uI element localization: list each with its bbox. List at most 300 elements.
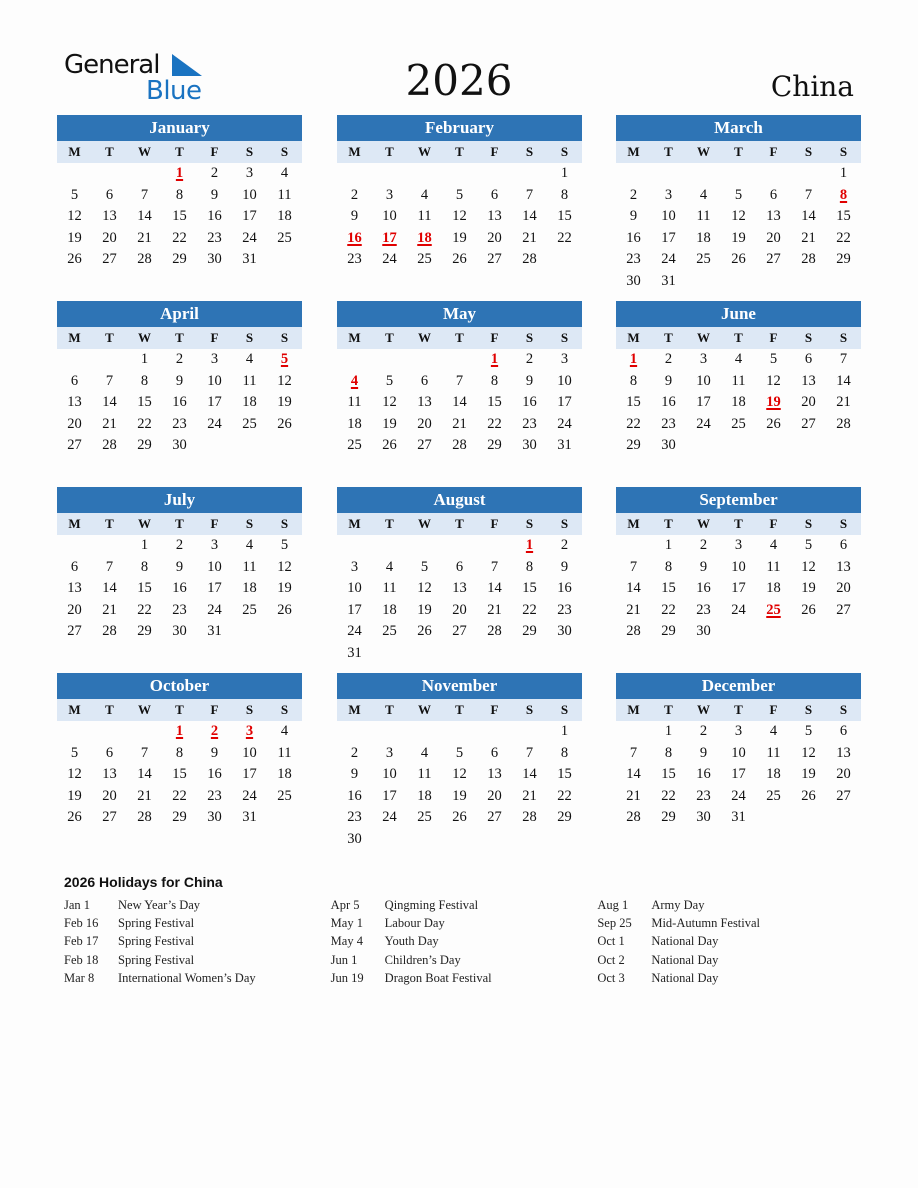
day-cell: 14 [137,208,152,225]
day-cell: 3 [734,723,743,739]
weekday-label: F [490,516,499,531]
day-cell: 20 [801,394,816,411]
day-cell: 11 [696,208,711,225]
day-cell: 15 [557,766,572,783]
day-cell: 30 [626,272,641,289]
weekday-label: S [245,330,254,345]
day-cell: 22 [172,229,187,246]
holiday-row [64,896,331,914]
day-cell: 14 [626,580,641,597]
day-cell: 3 [210,537,219,553]
day-cell: 22 [661,787,676,804]
day-cell: 27 [766,251,781,268]
day-cell: 25 [347,437,362,454]
weekday-label: M [348,702,361,717]
weekday-label: F [769,144,778,159]
day-cell: 14 [801,208,816,225]
day-cell: 21 [102,415,117,432]
empty-cell [92,349,127,371]
day-cell: 31 [207,623,222,640]
holiday-row [331,914,598,932]
weekday-header [616,513,861,535]
holiday-column [331,896,598,987]
day-cell: 28 [522,251,537,268]
day-cell: 4 [769,723,778,739]
day-cell: 22 [661,601,676,618]
day-cell: 12 [382,394,397,411]
day-cell: 21 [522,787,537,804]
empty-cell [721,163,756,185]
day-cell: 26 [801,787,816,804]
month-november [337,673,582,851]
empty-cell [372,721,407,743]
holiday-date: Feb 17 [64,934,99,949]
weekday-label: W [697,144,710,159]
weekday-label: T [734,330,743,345]
day-cell: 26 [417,623,432,640]
day-cell: 25 [766,787,781,804]
holiday-name: Qingming Festival [384,898,479,912]
weekday-label: T [734,144,743,159]
day-cell: 12 [277,372,292,389]
day-cell: 31 [242,251,257,268]
day-cell: 3 [664,186,673,203]
day-grid [616,721,861,829]
day-cell: 28 [522,809,537,826]
day-grid [337,349,582,457]
holiday-day-cell: 19 [766,394,781,411]
day-cell: 12 [801,558,816,575]
month-july [57,487,302,643]
weekday-label: T [105,516,114,531]
day-cell: 24 [557,415,572,432]
holiday-day-cell: 1 [175,723,184,739]
month-may [337,301,582,457]
day-cell: 8 [525,558,534,575]
day-cell: 15 [836,208,851,225]
day-cell: 3 [385,744,394,761]
day-cell: 16 [207,766,222,783]
day-cell: 8 [140,372,149,389]
day-cell: 21 [626,601,641,618]
day-cell: 20 [836,580,851,597]
weekday-label: T [175,702,184,717]
holiday-date: Jun 19 [330,970,364,985]
day-cell: 1 [664,537,673,553]
weekday-label: F [769,330,778,345]
day-cell: 11 [417,208,432,225]
day-cell: 29 [836,251,851,268]
weekday-label: S [560,516,569,531]
weekday-label: S [280,330,289,345]
day-cell: 27 [102,809,117,826]
empty-cell [57,349,92,371]
weekday-label: T [385,144,394,159]
weekday-label: T [734,702,743,717]
day-cell: 22 [487,415,502,432]
day-cell: 23 [207,787,222,804]
holiday-row [597,914,864,932]
day-cell: 11 [382,580,397,597]
weekday-label: S [839,516,848,531]
day-grid [616,163,861,293]
day-cell: 8 [560,744,569,761]
day-cell: 13 [487,208,502,225]
day-cell: 20 [452,601,467,618]
empty-cell [337,535,372,557]
day-cell: 16 [696,580,711,597]
day-cell: 7 [629,744,638,761]
day-cell: 25 [417,809,432,826]
month-title: September [616,487,861,513]
empty-cell [616,721,651,743]
empty-cell [92,535,127,557]
weekday-label: F [490,330,499,345]
holiday-day-cell: 1 [525,537,534,553]
day-cell: 26 [67,251,82,268]
weekday-label: T [385,702,394,717]
day-cell: 5 [455,744,464,761]
weekday-label: W [138,516,151,531]
day-cell: 29 [137,623,152,640]
logo-general-text: General [64,50,160,80]
day-cell: 29 [172,809,187,826]
weekday-label: M [627,702,640,717]
holiday-name: New Year’s Day [118,898,201,912]
holiday-name: Spring Festival [118,952,195,967]
day-cell: 7 [629,558,638,575]
day-cell: 28 [137,251,152,268]
day-cell: 11 [242,372,257,389]
weekday-label: S [560,144,569,159]
day-cell: 13 [67,580,82,597]
day-cell: 25 [382,623,397,640]
day-cell: 4 [280,165,289,181]
calendar-year: 2026 [405,56,513,105]
day-cell: 17 [661,229,676,246]
day-cell: 10 [207,372,222,389]
day-cell: 14 [102,394,117,411]
day-cell: 27 [417,437,432,454]
weekday-label: F [490,144,499,159]
day-cell: 2 [525,351,534,367]
holiday-row [331,951,598,969]
day-cell: 13 [487,766,502,783]
day-cell: 8 [664,744,673,761]
day-cell: 20 [67,601,82,618]
day-cell: 23 [522,415,537,432]
day-cell: 1 [664,723,673,739]
day-cell: 22 [522,601,537,618]
day-grid [57,535,302,643]
day-cell: 17 [696,394,711,411]
day-cell: 9 [175,372,184,389]
logo-blue-text: Blue [146,76,202,106]
holiday-date: Jun 1 [330,952,358,967]
day-cell: 1 [560,723,569,739]
day-cell: 6 [839,723,848,739]
month-title: April [57,301,302,327]
day-cell: 17 [207,394,222,411]
holiday-column [64,896,331,987]
empty-cell [477,535,512,557]
holiday-columns [64,896,864,987]
month-title: March [616,115,861,141]
weekday-label: M [627,516,640,531]
holiday-day-cell: 1 [629,351,638,367]
weekday-label: S [525,330,534,345]
weekday-label: T [105,330,114,345]
day-cell: 2 [350,186,359,203]
day-cell: 5 [734,186,743,203]
day-cell: 26 [801,601,816,618]
day-cell: 8 [175,186,184,203]
day-cell: 11 [242,558,257,575]
holiday-date: Oct 1 [597,934,625,949]
weekday-label: T [455,702,464,717]
day-cell: 3 [350,558,359,575]
weekday-label: S [280,144,289,159]
holiday-name: Dragon Boat Festival [384,970,492,985]
day-cell: 15 [522,580,537,597]
day-cell: 9 [210,744,219,761]
weekday-label: M [68,144,81,159]
day-cell: 8 [490,372,499,389]
day-cell: 31 [731,809,746,826]
day-cell: 15 [137,580,152,597]
day-cell: 12 [766,372,781,389]
day-cell: 13 [836,744,851,761]
day-cell: 29 [137,437,152,454]
holiday-row [64,951,331,969]
weekday-header [57,513,302,535]
weekday-label: M [627,144,640,159]
day-cell: 2 [175,537,184,553]
day-grid [337,163,582,271]
day-cell: 8 [560,186,569,203]
day-cell: 7 [839,351,848,367]
empty-cell [512,721,547,743]
day-cell: 23 [696,601,711,618]
holiday-name: Spring Festival [118,934,195,949]
weekday-label: S [280,702,289,717]
empty-cell [442,535,477,557]
day-cell: 2 [175,351,184,367]
day-cell: 25 [731,415,746,432]
holiday-date: Apr 5 [330,898,360,912]
day-cell: 14 [522,766,537,783]
day-cell: 21 [836,394,851,411]
day-cell: 26 [452,251,467,268]
day-cell: 3 [560,351,569,367]
day-cell: 27 [67,623,82,640]
day-cell: 19 [801,580,816,597]
weekday-label: T [175,516,184,531]
day-cell: 12 [67,766,82,783]
empty-cell [442,349,477,371]
day-cell: 11 [766,744,781,761]
empty-cell [651,163,686,185]
day-cell: 20 [766,229,781,246]
day-cell: 23 [172,601,187,618]
day-cell: 5 [804,723,813,739]
day-cell: 22 [137,415,152,432]
day-cell: 27 [67,437,82,454]
empty-cell [512,163,547,185]
holiday-day-cell: 16 [347,229,362,246]
day-cell: 19 [417,601,432,618]
weekday-label: S [280,516,289,531]
month-title: July [57,487,302,513]
empty-cell [442,163,477,185]
day-grid [57,721,302,829]
day-cell: 7 [455,372,464,389]
day-cell: 19 [277,580,292,597]
weekday-label: M [68,330,81,345]
weekday-header [337,327,582,349]
day-cell: 7 [140,186,149,203]
day-cell: 12 [277,558,292,575]
day-cell: 29 [661,623,676,640]
day-cell: 16 [172,580,187,597]
weekday-header [616,327,861,349]
day-cell: 10 [382,766,397,783]
month-september [616,487,861,643]
day-cell: 24 [207,601,222,618]
day-cell: 29 [661,809,676,826]
day-cell: 9 [664,372,673,389]
day-cell: 7 [490,558,499,575]
day-cell: 11 [347,394,362,411]
day-cell: 3 [699,351,708,367]
day-cell: 15 [137,394,152,411]
weekday-label: S [525,144,534,159]
weekday-label: S [839,144,848,159]
month-title: December [616,673,861,699]
day-cell: 1 [839,165,848,181]
day-cell: 15 [487,394,502,411]
day-cell: 31 [347,644,362,661]
day-cell: 6 [70,558,79,575]
day-cell: 20 [487,229,502,246]
day-cell: 18 [696,229,711,246]
empty-cell [686,163,721,185]
day-cell: 5 [455,186,464,203]
empty-cell [127,163,162,185]
weekday-label: S [839,330,848,345]
holiday-name: Mid-Autumn Festival [651,916,761,931]
weekday-header [616,141,861,163]
day-cell: 25 [277,787,292,804]
country-name: China [770,70,854,103]
weekday-label: W [138,330,151,345]
day-cell: 25 [277,229,292,246]
day-cell: 12 [452,208,467,225]
empty-cell [337,721,372,743]
day-cell: 29 [626,437,641,454]
day-cell: 18 [766,580,781,597]
day-cell: 8 [140,558,149,575]
weekday-label: W [418,144,431,159]
day-cell: 25 [242,415,257,432]
day-cell: 18 [347,415,362,432]
day-grid [57,349,302,457]
empty-cell [616,535,651,557]
day-cell: 16 [626,229,641,246]
day-cell: 26 [452,809,467,826]
day-cell: 24 [242,787,257,804]
day-cell: 24 [207,415,222,432]
day-cell: 4 [734,351,743,367]
day-cell: 31 [661,272,676,289]
empty-cell [372,535,407,557]
weekday-label: M [68,516,81,531]
day-cell: 27 [487,809,502,826]
day-cell: 19 [382,415,397,432]
day-cell: 22 [172,787,187,804]
holiday-column [597,896,864,987]
weekday-header [337,699,582,721]
day-cell: 28 [801,251,816,268]
day-cell: 8 [629,372,638,389]
day-grid [616,535,861,643]
holiday-name: National Day [651,934,719,949]
empty-cell [407,535,442,557]
weekday-label: S [804,330,813,345]
holiday-row [597,969,864,987]
day-cell: 13 [102,766,117,783]
day-cell: 10 [242,744,257,761]
day-cell: 15 [661,580,676,597]
day-cell: 4 [420,744,429,761]
day-cell: 11 [417,766,432,783]
day-cell: 12 [801,744,816,761]
empty-cell [372,163,407,185]
day-cell: 19 [801,766,816,783]
holiday-name: National Day [651,970,719,985]
day-cell: 13 [452,580,467,597]
day-cell: 23 [557,601,572,618]
weekday-label: F [210,144,219,159]
holiday-date: Feb 16 [64,916,99,931]
day-cell: 11 [277,744,292,761]
day-cell: 7 [804,186,813,203]
day-cell: 28 [626,623,641,640]
weekday-label: S [245,144,254,159]
day-cell: 30 [661,437,676,454]
day-cell: 7 [105,558,114,575]
day-cell: 28 [487,623,502,640]
day-cell: 2 [629,186,638,203]
day-cell: 14 [626,766,641,783]
weekday-label: T [455,330,464,345]
day-cell: 30 [347,830,362,847]
holiday-name: Labour Day [384,916,445,931]
holiday-day-cell: 1 [175,165,184,181]
day-cell: 1 [560,165,569,181]
day-cell: 23 [661,415,676,432]
weekday-label: S [560,330,569,345]
day-cell: 18 [382,601,397,618]
day-cell: 23 [347,809,362,826]
weekday-label: M [68,702,81,717]
empty-cell [477,721,512,743]
holiday-row [64,969,331,987]
day-cell: 7 [525,186,534,203]
holiday-date: Mar 8 [64,970,95,985]
day-cell: 10 [242,186,257,203]
day-cell: 16 [557,580,572,597]
